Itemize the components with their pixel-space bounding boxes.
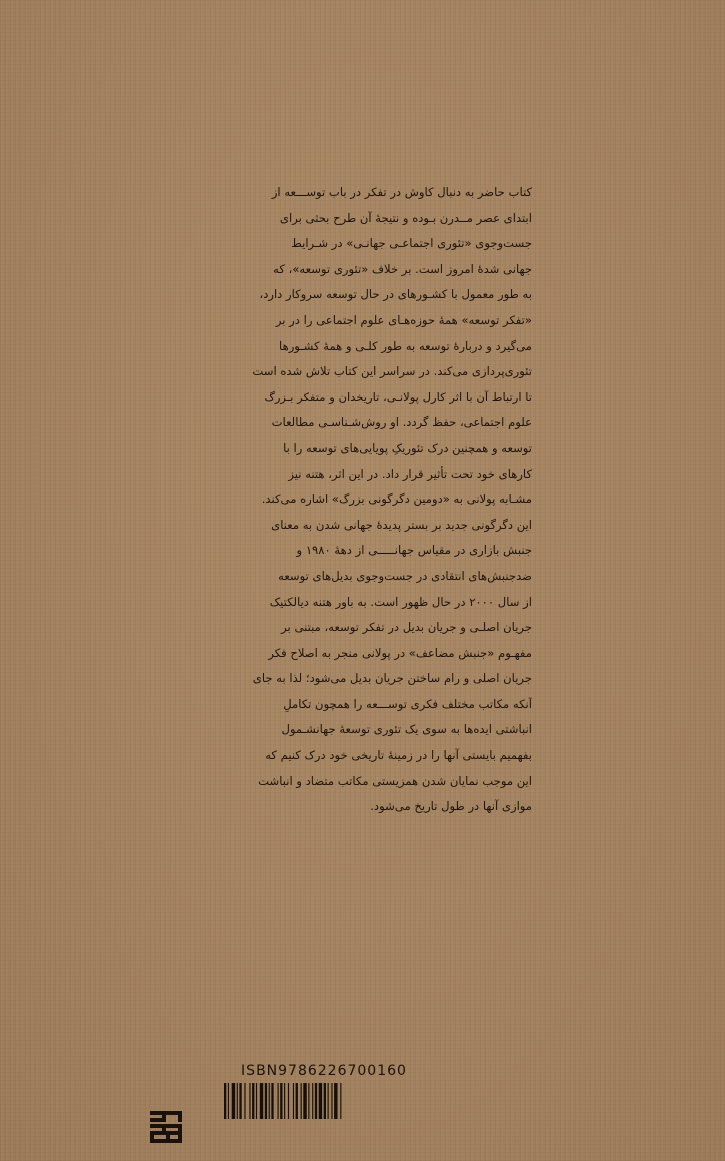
barcode-bar [228,1083,229,1119]
blurb-line: بفهمیم بایستی آنها را در زمینهٔ تاریخی خود درک کنیم که [265,748,532,763]
barcode-bar [312,1083,313,1119]
blurb-line: جست‌وجوی «تئوری اجتماعـی جهانـی» در شـرایط [291,236,532,251]
barcode-bar [334,1083,337,1119]
barcode-bar [284,1083,285,1119]
barcode-bar [301,1083,302,1119]
barcode-bar [308,1083,309,1119]
barcode-bar [265,1083,267,1119]
barcode-bar [244,1083,245,1119]
back-cover-blurb [172,180,532,820]
barcode-bar [269,1083,270,1119]
blurb-line: می‌گیرد و دربارهٔ توسعه به طور کلـی و همهٔ کشـورها [279,338,532,353]
barcode [222,1061,426,1121]
blurb-line: مشـابه پولانی به «دومین دگرگونی بزرگ» اشاره می‌کند. [261,492,532,507]
barcode-bar [280,1083,282,1119]
barcode-bar [239,1083,241,1119]
blurb-line: تا ارتباط آن با اثر کارل پولانـی، تاریخدان و متفکر بـزرگ [264,389,532,404]
blurb-line: کارهای خود تحت تأثیر قرار داد. در این اثر، هتنه نیز [288,466,532,481]
barcode-bar [249,1083,250,1119]
barcode-bar [319,1083,322,1119]
blurb-line: موازی آنها در طول تاریخ می‌شود. [370,799,532,814]
barcode-bar [271,1083,273,1119]
barcode-bar [278,1083,279,1119]
barcode-bar [296,1083,298,1119]
barcode-bar [288,1083,289,1119]
barcode-bars [222,1083,426,1119]
blurb-line: جنبش بازاری در مقیاس جهانـــــی از دههٔ ۱۹۸۰ و [296,543,532,558]
barcode-bar [340,1083,341,1119]
blurb-line: این موجب نمایان شدن همزیستی مکاتب متضاد و انباشت [258,773,532,788]
barcode-bar [232,1083,235,1119]
blurb-line: آنکه مکاتب مختلف فکری توســـعه را همچون تکاملِ [283,696,532,711]
barcode-bar [328,1083,329,1119]
blurb-line: علوم اجتماعی، حفظ گردد. او روش‌شـناسـی مطالعات [271,415,532,430]
barcode-bar [324,1083,326,1119]
barcode-bar [331,1083,332,1119]
blurb-line: مفهـوم «جنبش مضاعف» در پولانی منجر به اصلاح فکر [268,645,532,660]
publisher-logo [150,1110,182,1144]
blurb-line: توسعه و همچنین درک تئوریکِ پویایی‌های توسعه را با [283,440,532,455]
barcode-bar [252,1083,254,1119]
blurb-line: این دگرگونی جدید بر بستر پدیدهٔ جهانی شدن به معنای [271,517,532,532]
barcode-bar [224,1083,226,1119]
blurb-line: جریان اصلـی و جریان بدیل در تفکر توسعه، مبتنی بر [281,620,532,635]
barcode-bar [293,1083,294,1119]
blurb-line: به طور معمول با کشـورهای در حال توسعه سروکار دارد، [259,287,532,302]
barcode-bar [260,1083,263,1119]
isbn-text: ISBN9786226700160 [241,1063,407,1079]
blurb-line: جهانی شدهٔ امروز است. بر خلاف «تئوری توسعه»، که [273,261,532,276]
blurb-line: ابتدای عصر مــدرن بـوده و نتیجهٔ آن طرح بحثی برای [279,210,532,225]
barcode-bar [256,1083,257,1119]
blurb-line: جریان اصلی و رام ساختن جریان بدیل می‌شود؛ لذا به جای [252,671,532,686]
barcode-bar [315,1083,317,1119]
blurb-line: «تفکر توسعه» همهٔ حوزه‌هـای علوم اجتماعی را در بر [275,312,532,327]
blurb-line: تئوری‌پردازی می‌کند. در سراسر این کتاب تلاش شده است [252,364,532,379]
blurb-line: انباشتی ایده‌ها به سوی یک تئوری توسعهٔ جهانشـمول [281,722,532,737]
blurb-line: کتاب حاضر به دنبال کاوش در تفکر در باب توســـعه از [271,185,532,199]
blurb-line: ضدجنبش‌های انتقادی در جست‌وجوی بدیل‌های توسعه [278,568,532,583]
barcode-bar [303,1083,306,1119]
blurb-line: از سال ۲۰۰۰ در حال ظهور است. به باور هتنه دیالکتیک [269,594,532,609]
barcode-bar [237,1083,238,1119]
